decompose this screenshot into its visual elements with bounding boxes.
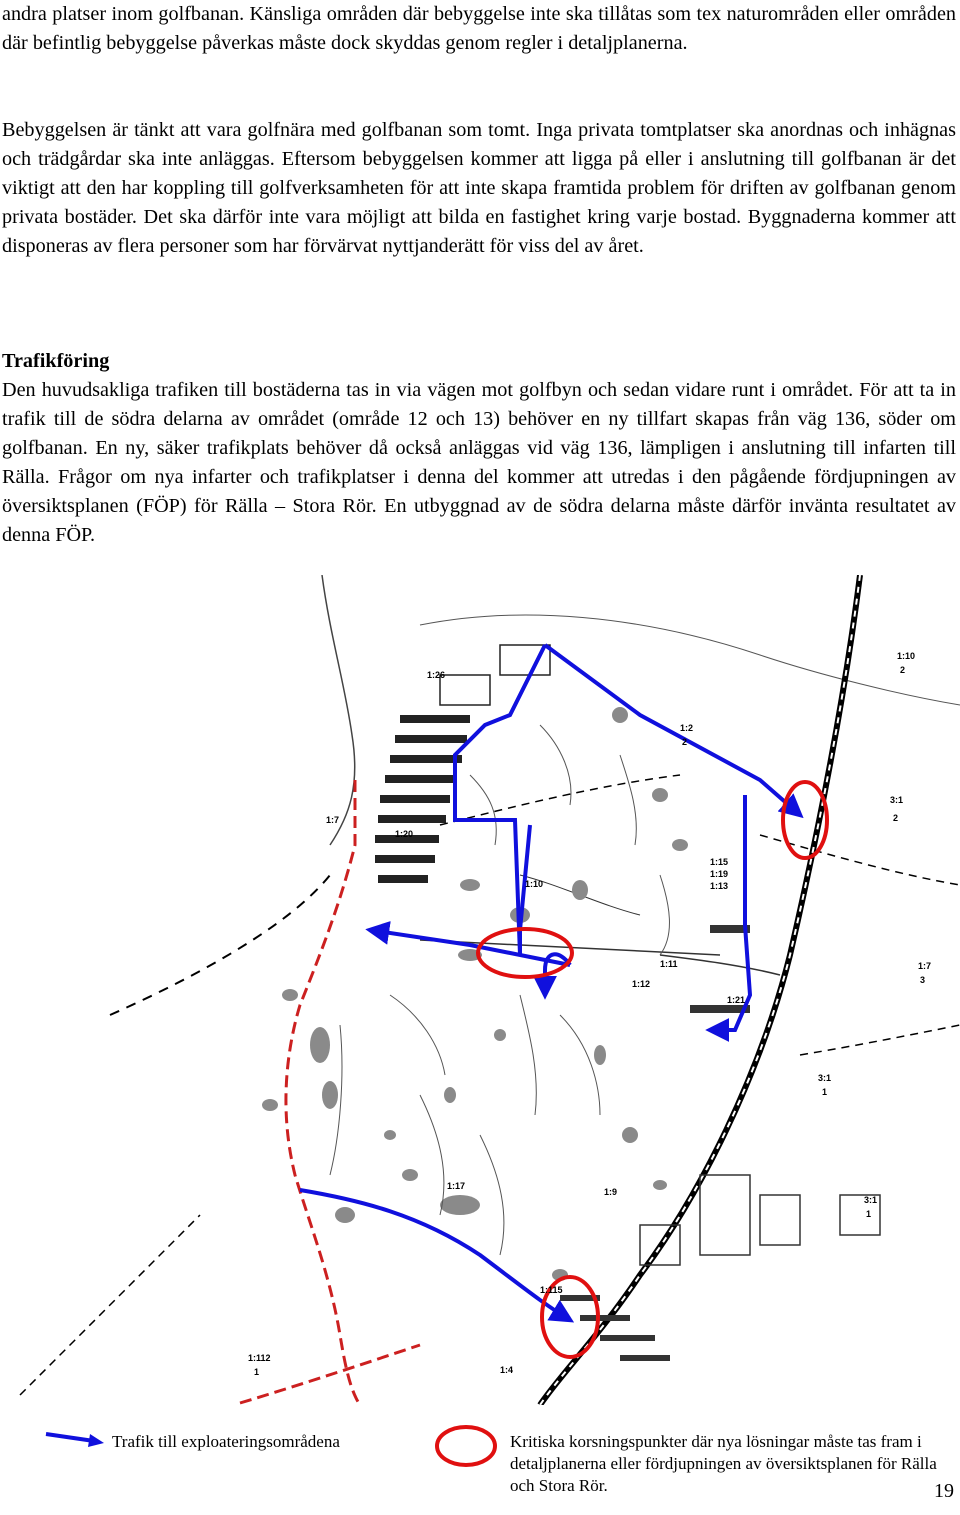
map-label-24: 1 bbox=[866, 1209, 872, 1219]
map-label-6: 2 bbox=[682, 737, 688, 747]
map-label-12: 1:19 bbox=[710, 869, 729, 879]
map-label-11: 1:15 bbox=[710, 857, 729, 867]
road-east bbox=[660, 955, 780, 975]
critical-junctions bbox=[478, 782, 827, 1357]
map-label-1: 1:26 bbox=[427, 670, 446, 680]
map-label-15: 1:12 bbox=[632, 979, 651, 989]
map-label-23: 3:1 bbox=[864, 1195, 878, 1205]
traffic-route-center bbox=[520, 825, 530, 955]
map-label-27: 1:112 bbox=[248, 1353, 271, 1363]
map-label-2: 1:7 bbox=[326, 815, 340, 825]
map-label-14: 1:11 bbox=[660, 959, 678, 969]
coastline bbox=[322, 575, 355, 845]
map-label-16: 1:21 bbox=[727, 995, 746, 1005]
map-label-3: 1:20 bbox=[395, 829, 414, 839]
page-number: 19 bbox=[934, 1480, 954, 1502]
settlement-north bbox=[375, 645, 550, 883]
site-map bbox=[0, 575, 960, 1405]
traffic-routes bbox=[300, 645, 800, 1320]
map-label-28: 1 bbox=[254, 1367, 260, 1377]
fairways bbox=[330, 725, 669, 1255]
map-label-25: 1:115 bbox=[540, 1285, 563, 1295]
dashed-line-east-2 bbox=[800, 1025, 960, 1055]
traffic-route-north bbox=[545, 645, 800, 815]
legend-circle-icon bbox=[434, 1424, 498, 1468]
paragraph-bebyggelse: Bebyggelsen är tänkt att vara golfnära med golfbanan som tomt. Inga privata tomtplatser ska anordnas och inhägnas och trädgårdar ska inte anläggas. Eftersom bebyggelsen kommer att ligga på eller i anslutning till golfbanan är det viktigt att den har koppling till golfverksamheten för att inte skapa framtida problem för driften av golfbanan genom privata bostäder. Det ska därför inte vara möjligt att bilda en fastighet kring varje bostad. Byggnaderna kommer att disponeras av flera personer som har förvärvat nyttjanderätt för viss del av året. bbox=[2, 119, 956, 257]
map-label-22: 1:9 bbox=[604, 1187, 618, 1197]
paragraph-intro: andra platser inom golfbanan. Känsliga områden där bebyggelse inte ska tillåtas som tex naturområden eller områden där befintlig bebyggelse påverkas måste dock skyddas genom regler i detaljplanerna. bbox=[2, 3, 956, 54]
map-label-10: 2 bbox=[893, 813, 899, 823]
map-label-21: 1:17 bbox=[447, 1181, 466, 1191]
map-label-8: 2 bbox=[900, 665, 906, 675]
map-label-13: 1:13 bbox=[710, 881, 729, 891]
road-136-dash bbox=[540, 575, 860, 1405]
map-label-17: 1:7 bbox=[918, 961, 932, 971]
road-136 bbox=[540, 575, 860, 1405]
dashed-line-south bbox=[20, 1215, 200, 1395]
map-label-9: 3:1 bbox=[890, 795, 904, 805]
legend-critical-label: Kritiska korsningspunkter där nya lösningar måste tas fram i detaljplanerna eller fördjupningen av översiktsplanen för Rälla och Stora Rör. bbox=[510, 1432, 937, 1495]
section-heading-trafikforing: Trafikföring bbox=[2, 350, 110, 372]
field-boundary bbox=[420, 615, 960, 705]
map-label-5: 1:2 bbox=[680, 723, 694, 733]
map-label-7: 1:10 bbox=[897, 651, 916, 661]
legend-traffic-label: Trafik till exploateringsområdena bbox=[112, 1432, 340, 1451]
dashed-line-east bbox=[760, 835, 960, 885]
map-label-19: 3:1 bbox=[818, 1073, 832, 1083]
legend-arrow-icon bbox=[44, 1426, 106, 1450]
map-label-18: 3 bbox=[920, 975, 926, 985]
map-label-26: 1:4 bbox=[500, 1365, 514, 1375]
traffic-route-west-loop bbox=[455, 645, 545, 955]
dashed-line-center bbox=[440, 775, 680, 825]
paragraph-trafik: Den huvudsakliga trafiken till bostäderna tas in via vägen mot golfbyn och sedan vidare runt i området. För att ta in trafik till de södra delarna av området (område 12 och 13) behöver en ny tillfart skapas från väg 136, söder om golfbanan. En ny, säker trafikplats behöver då också anläggas vid väg 136, lämpligen i anslutning till infarten till Rälla. Frågor om nya infarter och trafikplatser i denna del kommer att utredas i den pågående fördjupningen av översiktsplanen (FÖP) för Rälla – Stora Rör. En utbyggnad av de södra delarna måste därför invänta resultatet av denna FÖP. bbox=[2, 379, 956, 546]
map-label-4: 1:10 bbox=[525, 879, 544, 889]
map-label-20: 1 bbox=[822, 1087, 828, 1097]
